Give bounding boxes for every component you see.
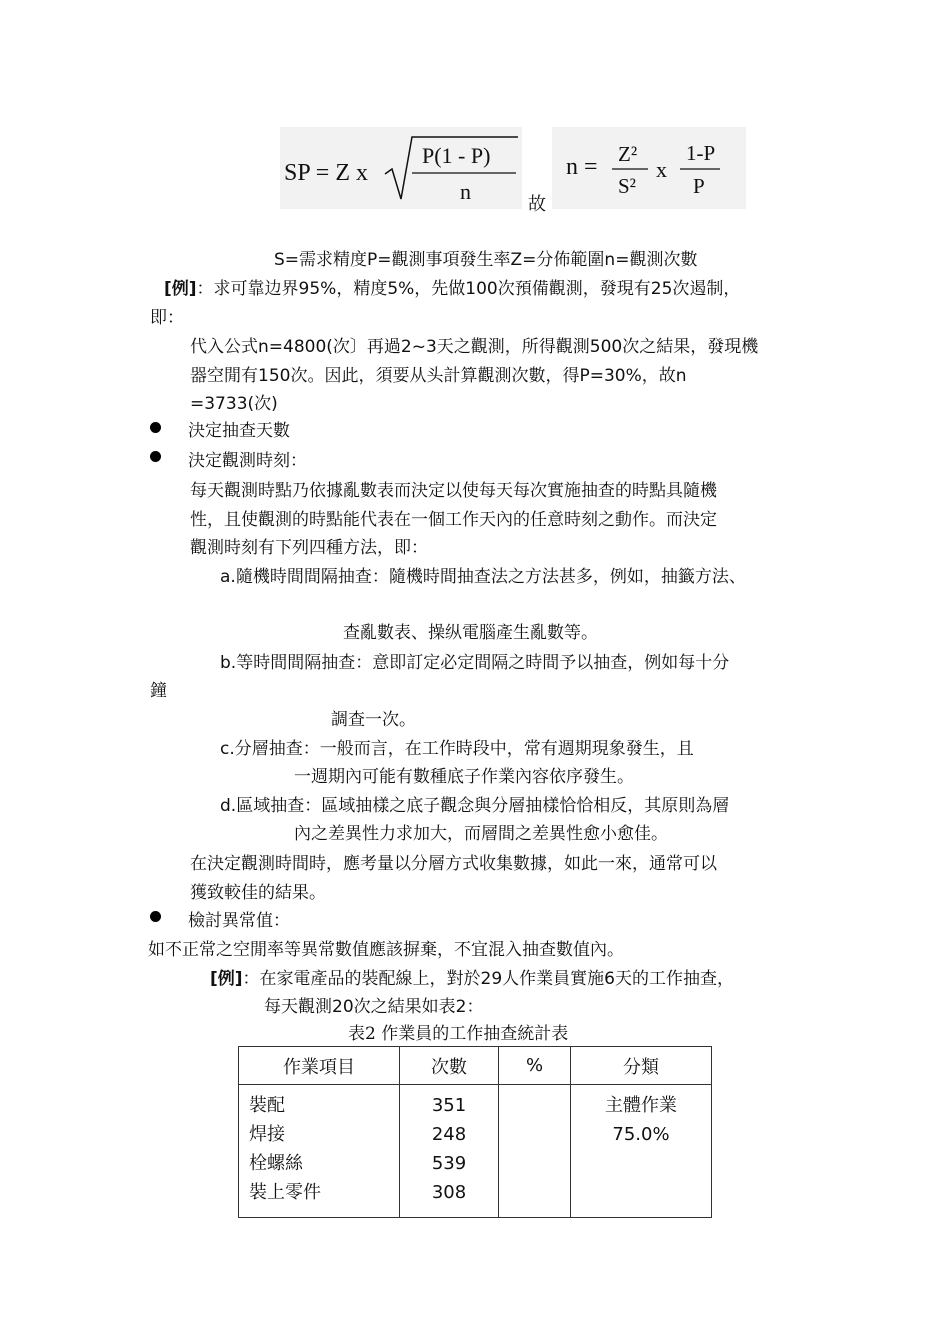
variable-definitions: S=需求精度P=觀測事項發生率Z=分佈範圍n=觀測次數	[274, 250, 698, 270]
bullet-inspection-days: 決定抽查天數	[188, 421, 290, 441]
example1-body2: 器空閒有150次。因此，須要从头計算觀測次數，得P=30%，故n	[190, 366, 687, 386]
para1-line3: 觀測時刻有下列四種方法，即：	[190, 538, 428, 558]
formula-n-times: x	[656, 157, 667, 182]
item-name: 裝配	[249, 1095, 285, 1116]
category-name: 主體作業	[605, 1095, 677, 1116]
item-count: 539	[431, 1153, 467, 1174]
example1-text1: ：求可靠边界95%，精度5%，先做100次預備觀測，發現有25次遏制，	[196, 279, 741, 299]
example2-text1: ：在家電產品的裝配線上，對於29人作業員實施6天的工作抽查，	[242, 969, 734, 989]
method-b-title: b.等時間間隔抽查	[220, 653, 356, 673]
method-c-title: c.分層抽查	[220, 739, 303, 759]
item-count: 308	[431, 1182, 467, 1203]
counts-cell	[400, 1085, 499, 1218]
category-cell	[571, 1085, 712, 1218]
header-count: 次數	[400, 1047, 499, 1085]
example1-body3: =3733(次)	[190, 394, 278, 414]
method-a-text1: ：隨機時間抽查法之方法甚多，例如，抽籤方法、	[371, 567, 746, 587]
example1-tag: [例]	[164, 279, 197, 299]
table-header-row	[239, 1047, 712, 1085]
method-b-line2: 調查一次。	[331, 710, 416, 730]
formula-sp-image	[280, 127, 522, 209]
formula-sp-lhs: SP = Z x	[284, 160, 368, 186]
items-cell	[239, 1085, 400, 1218]
method-c-line2: 一週期內可能有數種底子作業內容依序發生。	[294, 767, 634, 787]
formula-connector: 故	[528, 194, 546, 215]
example2-line2: 每天觀測20次之結果如表2：	[264, 997, 484, 1017]
method-d-title: d.區域抽查	[220, 796, 305, 816]
item-count: 351	[431, 1095, 467, 1116]
header-item: 作業項目	[239, 1047, 400, 1085]
table-caption: 表2 作業員的工作抽查統計表	[348, 1024, 569, 1044]
method-d-text1: ：區域抽樣之底子觀念與分層抽樣恰恰相反，其原則為層	[304, 796, 730, 816]
formula-n-frac1-den: S²	[618, 174, 636, 198]
method-d-line2: 內之差異性力求加大，而層間之差異性愈小愈佳。	[294, 824, 668, 844]
example2-line1	[210, 964, 734, 989]
method-c-line1	[220, 734, 694, 759]
formula-sp-numerator: P(1 - P)	[422, 143, 491, 168]
method-a-line1	[220, 562, 746, 587]
percent-cell	[499, 1085, 571, 1218]
method-c-text1: ：一般而言，在工作時段中，常有週期現象發生，且	[302, 739, 694, 759]
item-name: 裝上零件	[249, 1182, 321, 1203]
bullet-outliers: 檢討異常值：	[188, 911, 290, 931]
para1-line2: 性，且使觀測的時點能代表在一個工作天內的任意時刻之動作。而決定	[190, 510, 717, 530]
formula-n-frac1-num: Z²	[618, 142, 638, 166]
formula-sp-denominator: n	[460, 179, 471, 204]
bullet-dot-icon	[150, 422, 161, 433]
example1-line2: 即：	[150, 308, 184, 328]
bullet-dot-icon	[150, 911, 161, 922]
method-b-text1: ：意即訂定必定間隔之時間予以抽查，例如每十分	[355, 653, 730, 673]
work-sampling-table	[238, 1046, 712, 1218]
method-d-line1	[220, 791, 729, 816]
formula-n-frac2-den: P	[693, 174, 705, 198]
para2-line2: 獲致較佳的結果。	[190, 883, 326, 903]
method-b-line1	[220, 648, 729, 673]
category-percent: 75.0%	[612, 1124, 670, 1145]
example1-line1	[164, 274, 740, 299]
item-name: 栓螺絲	[249, 1153, 303, 1174]
example1-body1: 代入公式n=4800(次〕再過2~3天之觀測，所得觀測500次之結果，發現機	[190, 337, 759, 357]
header-category: 分類	[571, 1047, 712, 1085]
example2-tag: [例]	[210, 969, 243, 989]
para3: 如不正常之空閒率等異常數值應該摒棄，不宜混入抽查數值內。	[148, 940, 624, 960]
bullet-observation-time: 決定觀測時刻：	[188, 451, 307, 471]
formula-n-lhs: n =	[566, 154, 598, 180]
method-a-line2: 查亂數表、操纵電腦產生亂數等。	[343, 623, 598, 643]
formula-n-image	[552, 127, 746, 209]
item-count: 248	[431, 1124, 467, 1145]
para1-line1: 每天觀測時點乃依據亂數表而決定以使每天每次實施抽查的時點具隨機	[190, 481, 717, 501]
header-percent: %	[499, 1047, 571, 1085]
bullet-dot-icon	[150, 451, 161, 462]
formula-n-frac2-num: 1-P	[686, 141, 716, 165]
table-row	[239, 1085, 712, 1218]
item-name: 焊接	[249, 1124, 285, 1145]
para2-line1: 在決定觀測時間時，應考量以分層方式收集數據，如此一來，通常可以	[190, 854, 717, 874]
method-a-title: a.隨機時間間隔抽查	[220, 567, 372, 587]
method-b-wrap: 鐘	[150, 681, 167, 701]
